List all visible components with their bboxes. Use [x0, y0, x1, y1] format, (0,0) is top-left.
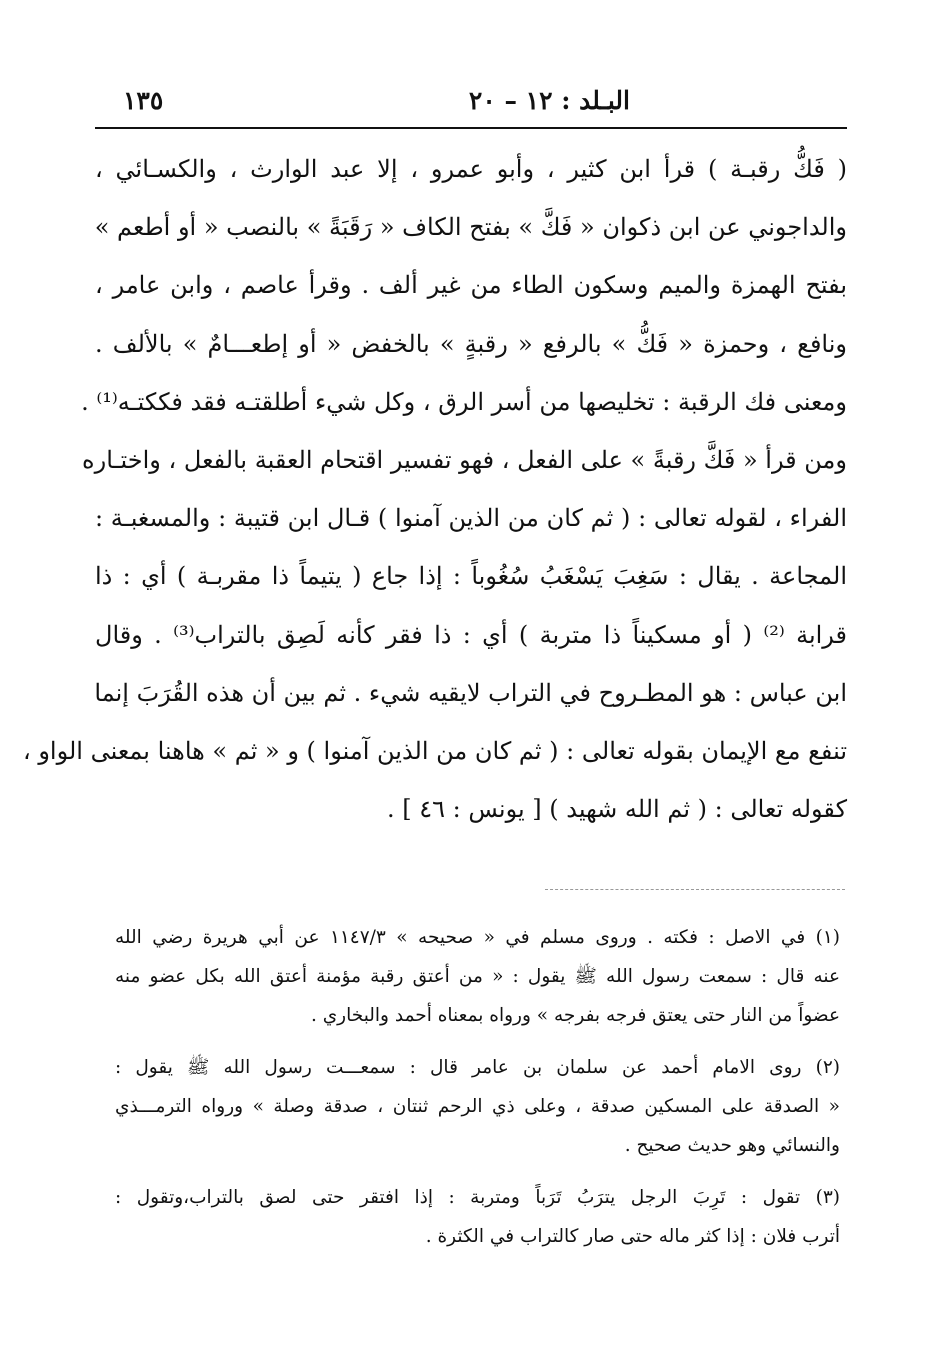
footnote-line: (١) في الاصل : فكته . وروى مسلم في « صحيحه » ١١٤٧/٣ عن أبي هريرة رضي الله — [115, 927, 840, 948]
text-line: الفراء ، لقوله تعالى : ( ثم كان من الذين آمنوا ) قـال ابن قتيبة : والمسغبـة : — [95, 504, 847, 533]
footnote-1 — [115, 918, 840, 1035]
footnote-2 — [115, 1048, 840, 1165]
text-line: ونافع ، وحمزة « فَكُّ » بالرفع « رقبةٍ » بالخفض « أو إطعـــامٌ » بالألف . — [95, 329, 847, 358]
footnote-line: عضواً من النار حتى يعتق فرجه بفرجه » ورواه بمعناه أحمد والبخاري . — [310, 1005, 840, 1026]
page-number: ١٣٥ — [123, 86, 164, 115]
text-line: ومعنى فك الرقبة : تخليصها من أسر الرق ، وكل شيء أطلقتـه فقد فككتـه⁽¹⁾ . — [81, 387, 847, 416]
header-rule — [95, 127, 847, 129]
footnote-line: (٢) روى الامام أحمد عن سلمان بن عامر قال : سمعـــت رسول الله ﷺ يقول : — [115, 1057, 840, 1078]
text-line: تنفع مع الإيمان بقوله تعالى : ( ثم كان من الذين آمنوا ) و « ثم » هاهنا بمعنى الواو ، — [22, 736, 847, 765]
footnote-3 — [115, 1178, 840, 1256]
text-line: المجاعة . يقال : سَغِبَ يَسْغَبُ سُغُوباً : إذا جاع ( يتيماً ذا مقربـة ) أي : ذا — [95, 562, 847, 591]
footnote-line: أترب فلان : إذا كثر ماله حتى صار كالتراب في الكثرة . — [425, 1226, 840, 1247]
footnote-line: (٣) تقول : تَرِبَ الرجل يترَبُ تَرَباً ومتربة : إذا افتقر حتى لصق بالتراب،وتقول : — [115, 1187, 840, 1208]
text-line: بفتح الهمزة والميم وسكون الطاء من غير ألف . وقرأ عاصم ، وابن عامر ، — [95, 271, 847, 300]
footnotes — [115, 918, 840, 1269]
text-line: ( فَكُّ رقبـة ) قرأ ابن كثير ، وأبو عمرو ، إلا عبد الوارث ، والكسـائي ، — [95, 155, 847, 183]
footnote-line: « الصدقة على المسكين صدقة ، وعلى ذي الرحم ثنتان ، صدقة وصلة » ورواه الترمـــذي — [115, 1096, 840, 1117]
text-line: والداجوني عن ابن ذكوان « فَكَّ » بفتح الكاف « رَقَبَةً » بالنصب « أو أطعم » — [94, 213, 847, 242]
footnote-separator — [545, 889, 845, 890]
footnote-line: عنه قال : سمعت رسول الله ﷺ يقول : « من أعتق رقبة مؤمنة أعتق الله بكل عضو منه — [115, 966, 840, 987]
page-header — [95, 82, 845, 122]
main-text — [22, 140, 848, 838]
text-line: قرابة ⁽²⁾ ( أو مسكيناً ذا متربة ) أي : ذا فقر كأنه لَصِق بالتراب⁽³⁾ . وقال — [95, 620, 848, 649]
running-title: البـلد : ١٢ – ٢٠ — [468, 86, 630, 115]
text-line: كقوله تعالى : ( ثم الله شهيد ) [ يونس : ٤٦ ] . — [386, 795, 847, 824]
text-line: ومن قرأ « فَكَّ رقبةً » على الفعل ، فهو تفسير اقتحام العقبة بالفعل ، واختـاره — [82, 445, 847, 474]
footnote-line: والنسائي وهو حديث صحيح . — [624, 1135, 840, 1156]
text-line: ابن عباس : هو المطـروح في التراب لايقيه شيء . ثم بين أن هذه القُرَبَ إنما — [94, 678, 847, 707]
